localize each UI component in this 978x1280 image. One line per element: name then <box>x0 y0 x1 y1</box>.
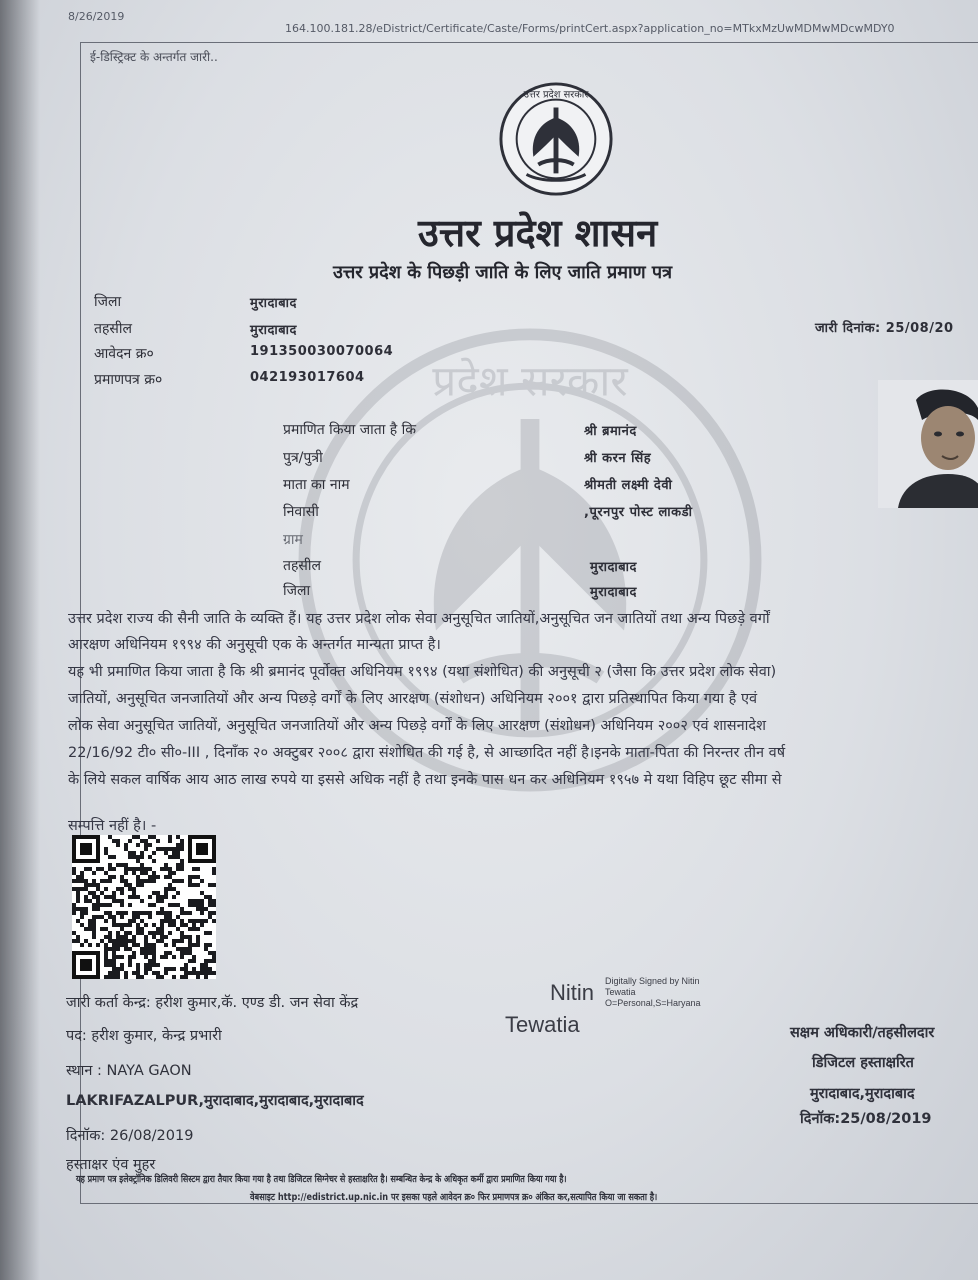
body-line-6: 22/16/92 टी० सी०-III , दिनाँक २० अक्टुबर २००८ द्वारा संशोधित की गई है, से आच्छादित नहीं है।इनके माता-पिता की निरन्तर तीन वर्ष <box>68 745 786 761</box>
signer-last-name: Tewatia <box>505 1012 580 1037</box>
tehsil-value: मुरादाबाद <box>250 323 297 338</box>
issuer-post: पद: हरीश कुमार, केन्द्र प्रभारी <box>66 1028 222 1044</box>
print-date: 8/26/2019 <box>68 10 125 23</box>
issued-under-note: ई-डिस्ट्रिक्ट के अन्तर्गत जारी.. <box>90 50 218 64</box>
footer-line-2: वेबसाइट http://edistrict.up.nic.in पर इसका पहले आवेदन क्र० फिर प्रमाणपत्र क्र० अंकित कर,सत्यापित किया जा सकता है। <box>250 1192 658 1203</box>
applicant-photo <box>878 380 978 508</box>
body-line-4: जातियों, अनुसूचित जनजातियों और अन्य पिछड़े वर्गों के लिए आरक्षण (संशोधन) अधिनियम २००१ द्वारा प्रतिस्थापित किया गया है एवं <box>68 691 758 707</box>
issuer-place: स्थान : NAYA GAON <box>66 1063 192 1079</box>
signature-note-1: Digitally Signed by Nitin <box>605 976 700 986</box>
person-photo-icon <box>878 380 978 508</box>
application-no-label: आवेदन क्र० <box>94 346 154 362</box>
district-label: जिला <box>94 294 122 310</box>
issuer-date: दिनॉक: 26/08/2019 <box>66 1128 194 1144</box>
mother-label: माता का नाम <box>283 477 350 493</box>
up-emblem-icon <box>497 80 615 198</box>
page-shadow <box>0 0 40 1280</box>
person-tehsil-label: तहसील <box>283 558 321 574</box>
issuing-center: जारी कर्ता केन्द्र: हरीश कुमार,कॅ. एण्ड डी. जन सेवा केंद्र <box>66 995 359 1011</box>
body-line-3: यह भी प्रमाणित किया जाता है कि श्री ब्रमानंद पूर्वोक्त अधिनियम १९९४ (यथा संशोधित) की अनुसूची २ (जैसा कि उत्तर प्रदेश लोक सेवा) <box>68 664 777 680</box>
father-name: श्री करन सिंह <box>584 451 652 466</box>
body-line-8: सम्पत्ति नहीं है। - <box>68 818 157 834</box>
resident-value: ,पूरनपुर पोस्ट लाकडी <box>584 505 693 520</box>
body-line-5: लोक सेवा अनुसूचित जातियों, अनुसूचित जनजातियों और अन्य पिछड़े वर्गों के लिए आरक्षण (संशोधन) अधिनियम २००२ एवं शासनादेश <box>68 718 766 734</box>
tehsil-label: तहसील <box>94 321 132 337</box>
issue-date: जारी दिनांक: 25/08/20 <box>815 321 954 336</box>
application-no-value: 191350030070064 <box>250 344 394 359</box>
emblem-text: उत्तर प्रदेश सरकार <box>523 89 589 101</box>
authority-place: मुरादाबाद,मुरादाबाद <box>810 1086 915 1102</box>
authority-date: दिनॉक:25/08/2019 <box>800 1111 932 1127</box>
person-name: श्री ब्रमानंद <box>584 424 637 439</box>
certificate-subtitle: उत्तर प्रदेश के पिछड़ी जाति के लिए जाति प्रमाण पत्र <box>333 262 673 283</box>
mother-name: श्रीमती लक्ष्मी देवी <box>584 478 673 493</box>
certificate-no-value: 042193017604 <box>250 370 365 385</box>
certificate-no-label: प्रमाणपत्र क्र० <box>94 372 163 388</box>
village-label: ग्राम <box>283 532 303 548</box>
authority-digital: डिजिटल हस्ताक्षरित <box>812 1055 914 1071</box>
page-title: उत्तर प्रदेश शासन <box>418 211 658 255</box>
issuer-address: LAKRIFAZALPUR,मुरादाबाद,मुरादाबाद,मुरादाबाद <box>66 1093 364 1109</box>
certified-label: प्रमाणित किया जाता है कि <box>283 422 417 438</box>
watermark-text: प्रदेश सरकार <box>432 356 628 406</box>
qr-code <box>72 835 216 979</box>
district-value: मुरादाबाद <box>250 296 297 311</box>
authority-title: सक्षम अधिकारी/तहसीलदार <box>790 1025 935 1041</box>
resident-label: निवासी <box>283 504 319 520</box>
signature-note-3: O=Personal,S=Haryana <box>605 998 701 1008</box>
person-tehsil-value: मुरादाबाद <box>590 560 637 575</box>
issuer-signature-label: हस्ताक्षर एंव मुहर <box>66 1157 156 1173</box>
body-line-2: आरक्षण अधिनियम १९९४ की अनुसूची एक के अन्तर्गत मान्यता प्राप्त है। <box>68 637 441 653</box>
body-line-1: उत्तर प्रदेश राज्य की सैनी जाति के व्यक्ति हैं। यह उत्तर प्रदेश लोक सेवा अनुसूचित जातियों,अनुसूचित जन जातियों तथा अन्य पिछड़े वर्गों <box>68 611 770 627</box>
body-line-7: के लिये सकल वार्षिक आय आठ लाख रुपये या इससे अधिक नहीं है तथा इनके पास धन कर अधिनियम १९५७ मे यथा विहिप छूट सीमा से <box>68 772 782 788</box>
parent-label: पुत्र/पुत्री <box>283 450 323 466</box>
signer-first-name: Nitin <box>550 980 595 1005</box>
print-url: 164.100.181.28/eDistrict/Certificate/Caste/Forms/printCert.aspx?application_no=MTkxMzUwMDMwMDcwMDY0 <box>285 22 895 35</box>
person-district-value: मुरादाबाद <box>590 585 637 600</box>
qr-code-icon <box>72 835 216 979</box>
person-district-label: जिला <box>283 583 311 599</box>
signature-note-2: Tewatia <box>605 987 636 997</box>
footer-line-1: यह प्रमाण पत्र इलेक्ट्रॉनिक डिलिवरी सिस्टम द्वारा तैयार किया गया है तथा डिजिटल सिग्नेचर से हस्ताक्षरित है। सम्बन्धित केन्द्र के अधिकृत कर्मी द्वारा प्रमाणित किया गया है। <box>76 1174 567 1185</box>
